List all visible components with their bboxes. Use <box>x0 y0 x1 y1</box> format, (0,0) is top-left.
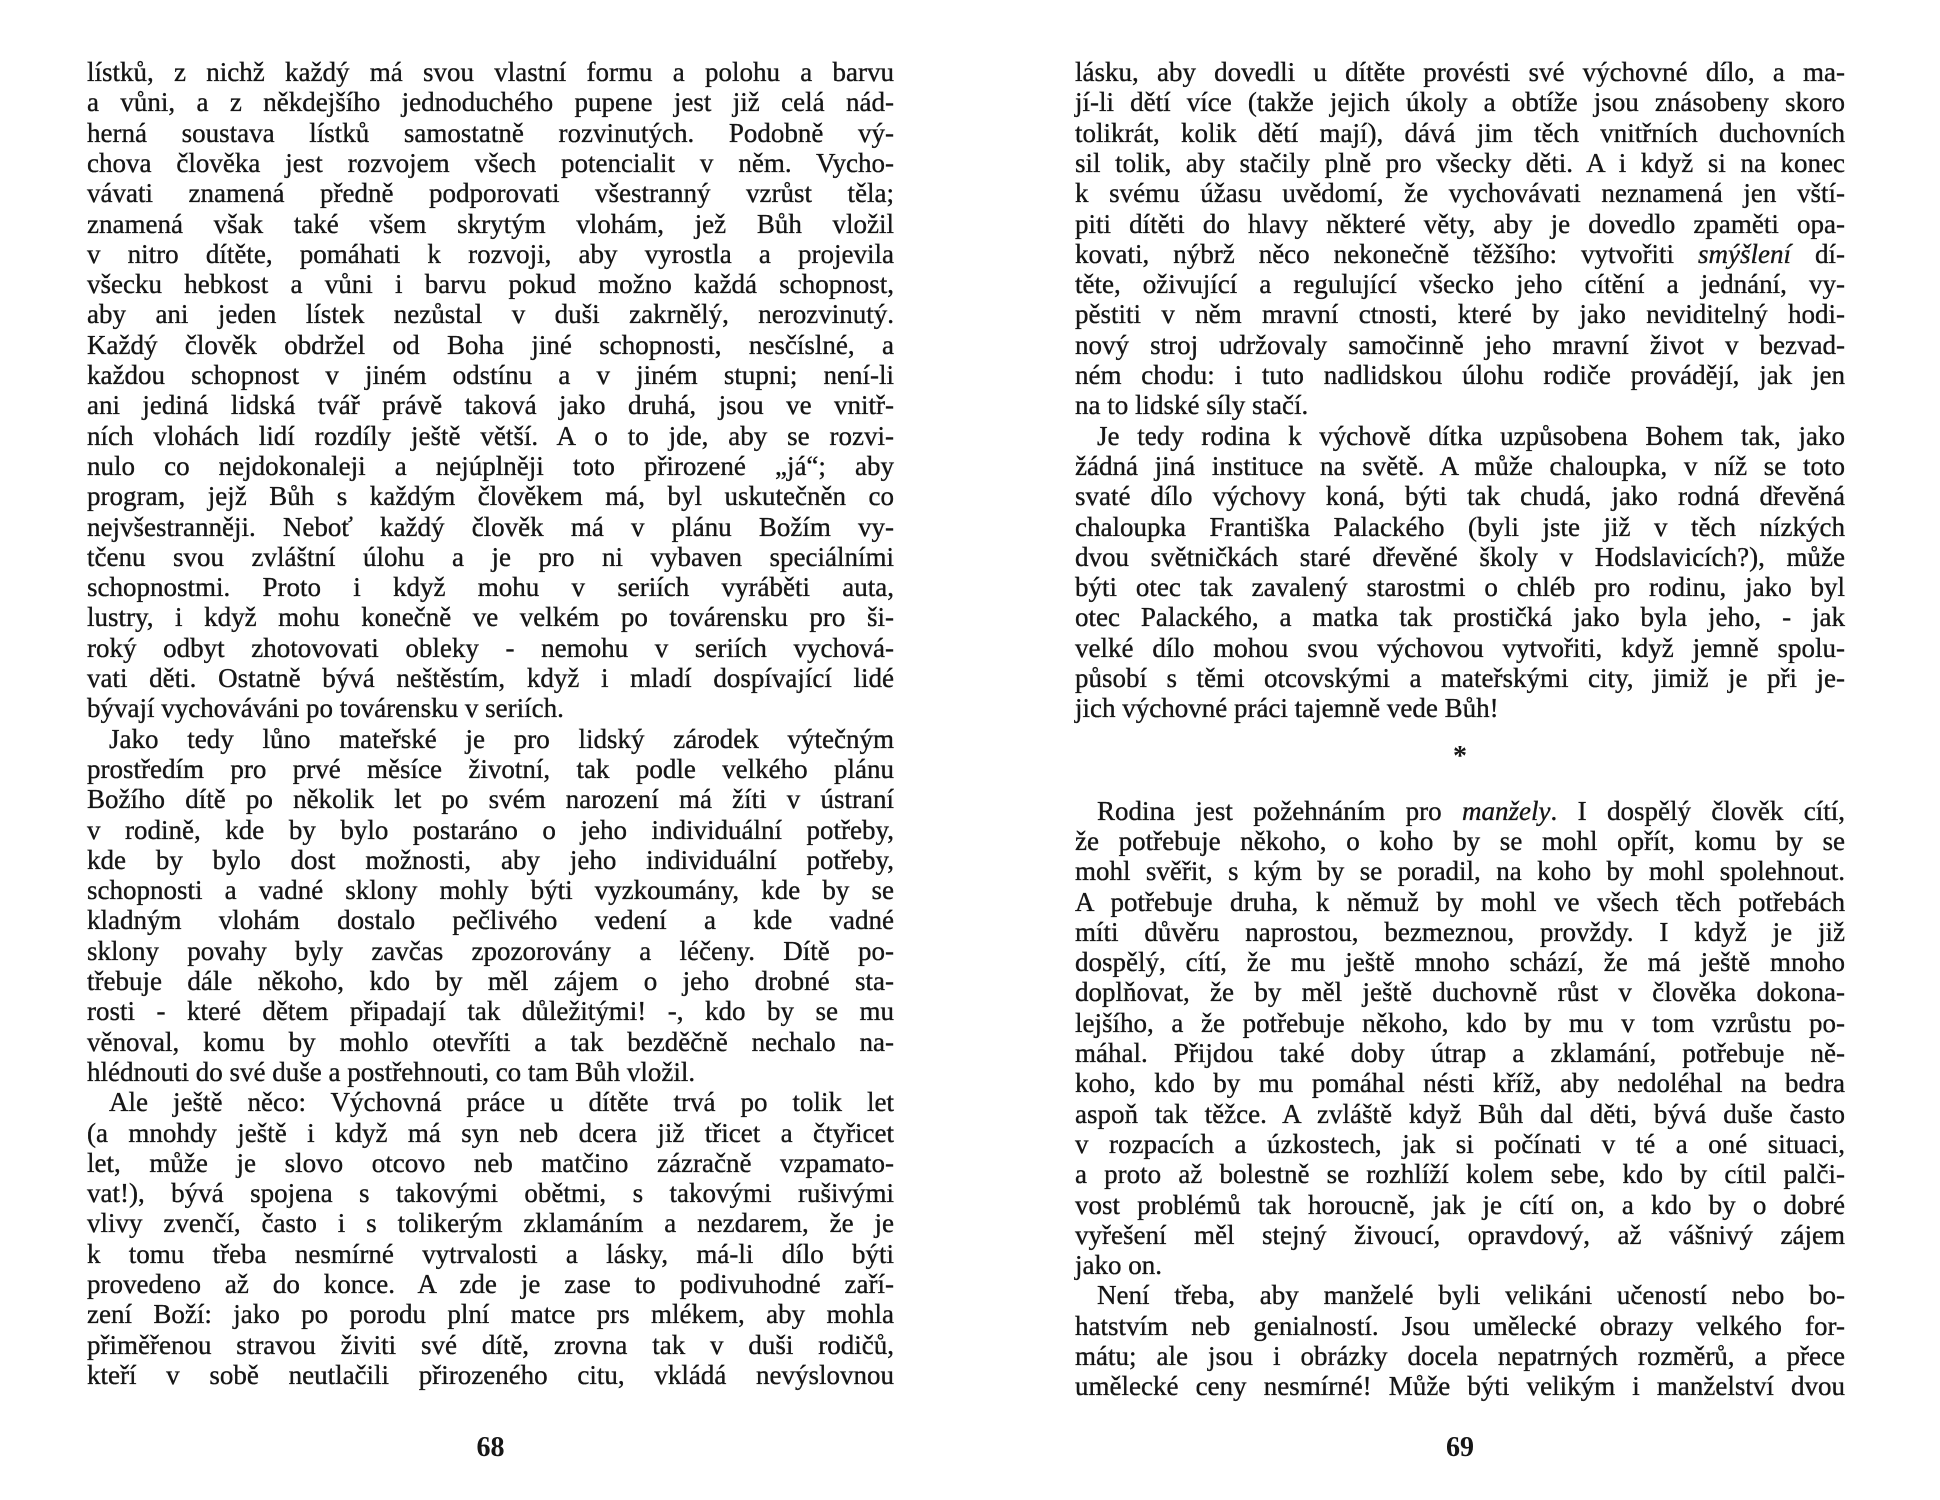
line-text: žádná jiná instituce na světě. A může chaloupka, v níž se toto <box>1075 450 1845 481</box>
text-line <box>87 178 894 208</box>
text-line <box>1075 1008 1845 1038</box>
line-text: kteří v sobě neutlačili přirozeného citu, vkládá nevýslovnou <box>87 1359 894 1390</box>
text-line <box>1075 178 1845 208</box>
line-text: tčenu svou zvláštní úlohu a je pro ni vybaven speciálními <box>87 541 894 572</box>
line-text: herná soustava lístků samostatně rozvinutých. Podobně vý- <box>87 117 894 148</box>
line-text: vyřešení měl stejný živoucí, opravdový, až vášnivý zájem <box>1075 1219 1845 1250</box>
text-line <box>1075 1341 1845 1371</box>
line-text: umělecké ceny nesmírné! Může býti velikým i manželství dvou <box>1075 1371 1845 1402</box>
line-text: vati děti. Ostatně bývá neštěstím, když i mladí dospívající lidé <box>87 663 894 693</box>
left-page <box>87 0 894 1500</box>
text-line <box>1075 856 1845 886</box>
emphasized-word: manžely <box>1462 795 1551 826</box>
line-text: působí s těmi otcovskými a mateřskými city, jimiž je při je- <box>1075 663 1845 693</box>
text-line <box>1075 1311 1845 1341</box>
line-text: lustry, i když mohu konečně ve velkém po továrensku pro ši- <box>87 602 894 633</box>
text-line <box>87 87 894 117</box>
text-line <box>87 209 894 239</box>
line-text: rosti - které dětem připadají tak důležitými! -, kdo by se mu <box>87 996 894 1027</box>
text-line <box>1075 87 1845 117</box>
text-line <box>87 936 894 966</box>
line-text: lásku, aby dovedli u dítěte provésti své výchovné dílo, a ma- <box>1075 57 1845 87</box>
line-text: ních vlohách lidí rozdíly ještě větší. A o to jde, aby se rozvi- <box>87 420 894 451</box>
right-page <box>1075 0 1845 1500</box>
text-line <box>1075 693 1845 723</box>
text-line <box>87 815 894 845</box>
line-text: sil tolik, aby stačily plně pro všecky děti. A i když si na konec <box>1075 147 1845 178</box>
line-text: chaloupka Františka Palackého (byli jste již v těch nízkých <box>1075 511 1845 542</box>
text-line <box>87 390 894 420</box>
text-line <box>1075 209 1845 239</box>
line-text: ani jediná lidská tvář právě taková jako druhá, jsou ve vnitř- <box>87 390 894 421</box>
text-line <box>87 633 894 663</box>
text-line <box>1075 796 1845 826</box>
text-line <box>1075 239 1845 269</box>
line-text: roký odbyt zhotovovati obleky - nemohu v seriích vychová- <box>87 632 894 663</box>
text-line <box>1075 330 1845 360</box>
text-line <box>87 512 894 542</box>
text-line <box>1075 57 1845 87</box>
line-text: věnoval, komu by mohlo otevříti a tak bezděčně nechalo na- <box>87 1026 894 1057</box>
text-line <box>87 572 894 602</box>
line-text: vat!), bývá spojena s takovými obětmi, s takovými rušivými <box>87 1178 894 1209</box>
line-text: znamená však také všem skrytým vlohám, jež Bůh vložil <box>87 208 894 239</box>
line-text: sklony povahy byly zavčas zpozorovány a léčeny. Dítě po- <box>87 935 894 966</box>
text-line <box>1075 977 1845 1007</box>
line-text: vlivy zvenčí, často i s tolikerým zklamáním a nezdarem, že je <box>87 1208 894 1239</box>
page-number: 69 <box>1446 1432 1474 1463</box>
text-line <box>87 1148 894 1178</box>
text-line <box>87 57 894 87</box>
text-line <box>87 421 894 451</box>
line-text: piti dítěti do hlavy některé věty, aby je dovedlo zpaměti opa- <box>1075 208 1845 239</box>
text-line <box>1075 917 1845 947</box>
text-line <box>87 1269 894 1299</box>
text-line <box>87 1208 894 1238</box>
text-line <box>87 724 894 754</box>
line-text: vost problémů tak horoucně, jak je cítí on, a kdo by o dobré <box>1075 1189 1845 1220</box>
text-line <box>87 996 894 1026</box>
text-line <box>1075 1220 1845 1250</box>
line-text: ném chodu: i tuto nadlidskou úlohu rodiče provádějí, jak jen <box>1075 360 1845 390</box>
text-line <box>87 1178 894 1208</box>
line-text: jako on. <box>1075 1250 1162 1281</box>
line-text: býti otec tak zavalený starostmi o chléb pro rodinu, jako byl <box>1075 572 1845 603</box>
text-line <box>1075 481 1845 511</box>
text-line <box>87 905 894 935</box>
text-line <box>1075 1099 1845 1129</box>
line-text: otec Palackého, a matka tak prostičká jako byla jeho, - jak <box>1075 602 1845 633</box>
text-line <box>1075 1250 1845 1280</box>
line-text: (a mnohdy ještě i když má syn neb dcera již třicet a čtyřicet <box>87 1117 894 1148</box>
text-line <box>87 118 894 148</box>
line-text: těte, oživující a regulující všecko jeho cítění a jednání, vy- <box>1075 269 1845 300</box>
text-line <box>87 299 894 329</box>
text-line <box>1075 148 1845 178</box>
line-text: schopnosti a vadné sklony mohly býti vyzkoumány, kde by se <box>87 875 894 906</box>
line-text: kladným vlohám dostalo pečlivého vedení a kde vadné <box>87 905 894 936</box>
text-line <box>1075 118 1845 148</box>
text-line <box>87 663 894 693</box>
line-text: velké dílo mohou svou výchovou vytvořiti, když jemně spolu- <box>1075 632 1845 663</box>
line-text: tolikrát, kolik dětí mají), dává jim těch vnitřních duchovních <box>1075 117 1845 148</box>
line-text: koho, kdo by mu pomáhal nésti kříž, aby nedoléhal na bedra <box>1075 1068 1845 1099</box>
line-text: mohl svěřit, s kým by se poradil, na koho by mohl spolehnout. <box>1075 856 1845 887</box>
line-text: Je tedy rodina k výchově dítka uzpůsobena Bohem tak, jako <box>1097 420 1845 451</box>
line-text: na to lidské síly stačí. <box>1075 390 1309 421</box>
line-text: k tomu třeba nesmírné vytrvalosti a lásky, má-li dílo býti <box>87 1238 894 1269</box>
line-text: doplňovat, že by měl ještě duchovně růst v člověka dokona- <box>1075 977 1845 1008</box>
line-text: Není třeba, aby manželé byli velikáni učeností nebo bo- <box>1097 1280 1845 1311</box>
text-line <box>87 1087 894 1117</box>
text-line <box>1075 572 1845 602</box>
text-line <box>1075 451 1845 481</box>
text-line <box>87 966 894 996</box>
text-line <box>87 875 894 905</box>
text-line <box>87 1330 894 1360</box>
text-line <box>87 542 894 572</box>
text-line <box>1075 1190 1845 1220</box>
line-text: máhal. Přijdou také doby útrap a zklamání, potřebuje ně- <box>1075 1038 1845 1068</box>
line-text: přiměřenou stravou živiti své dítě, zrovna tak v duši rodičů, <box>87 1329 894 1360</box>
line-text: . I dospělý člověk cítí, <box>1550 795 1845 826</box>
line-text: Rodina jest požehnáním pro <box>1097 795 1462 826</box>
section-separator: * <box>1453 741 1467 772</box>
line-text: prostředím pro prvé měsíce životní, tak podle velkého plánu <box>87 753 894 784</box>
page-number: 68 <box>476 1432 505 1463</box>
line-text: mátu; ale jsou i obrázky docela nepatrných rozměrů, a přece <box>1075 1341 1845 1371</box>
text-line <box>1075 542 1845 572</box>
text-line <box>1075 421 1845 451</box>
text-line <box>87 1118 894 1148</box>
text-line <box>87 1027 894 1057</box>
text-line <box>1075 1280 1845 1310</box>
text-line <box>1075 1371 1845 1401</box>
line-text: že potřebuje někoho, o koho by se mohl opřít, komu by se <box>1075 825 1845 856</box>
text-line <box>87 269 894 299</box>
line-text: kde by bylo dost možnosti, aby jeho individuální potřeby, <box>87 844 894 875</box>
line-text: lejšího, a že potřebuje někoho, kdo by mu v tom vzrůstu po- <box>1075 1007 1845 1038</box>
line-text: provedeno až do konce. A zde je zase to podivuhodné zaří- <box>87 1269 894 1299</box>
text-line <box>87 1239 894 1269</box>
text-line <box>1075 947 1845 977</box>
line-text: vávati znamená předně podporovati všestranný vzrůst těla; <box>87 178 894 209</box>
text-line <box>87 1360 894 1390</box>
text-line <box>1075 1038 1845 1068</box>
line-text: třebuje dále někoho, kdo by měl zájem o jeho drobné sta- <box>87 966 894 996</box>
text-line <box>1075 1129 1845 1159</box>
text-line <box>87 360 894 390</box>
text-line <box>1075 826 1845 856</box>
text-line <box>87 1057 894 1087</box>
line-text: A potřebuje druha, k němuž by mohl ve všech těch potřebách <box>1075 886 1845 917</box>
text-line <box>1075 633 1845 663</box>
text-line <box>1075 663 1845 693</box>
text-line <box>1075 299 1845 329</box>
line-text: aspoň tak těžce. A zvláště když Bůh dal děti, bývá duše často <box>1075 1098 1845 1129</box>
line-text: Každý člověk obdržel od Boha jiné schopnosti, nesčíslné, a <box>87 329 894 360</box>
emphasized-word: smýšlení <box>1698 238 1792 269</box>
line-text: míti důvěru naprostou, bezmeznou, provždy. I když je již <box>1075 916 1845 947</box>
line-text: chova člověka jest rozvojem všech potencialit v něm. Vycho- <box>87 147 894 178</box>
line-text: program, jejž Bůh s každým člověkem má, byl uskutečněn co <box>87 481 894 512</box>
line-text: hlédnouti do své duše a postřehnouti, co tam Bůh vložil. <box>87 1056 696 1087</box>
text-line <box>87 602 894 632</box>
line-text: Jako tedy lůno mateřské je pro lidský zárodek výtečným <box>109 723 894 754</box>
text-line <box>1075 1159 1845 1189</box>
line-text: nulo co nejdokonaleji a nejúplněji toto přirozené „já“; aby <box>87 450 894 481</box>
text-line <box>87 481 894 511</box>
text-line <box>87 845 894 875</box>
line-text: kovati, nýbrž něco nekonečně těžšího: vytvořiti <box>1075 238 1699 269</box>
line-text: všecku hebkost a vůni i barvu pokud možno každá schopnost, <box>87 269 894 300</box>
line-text: nejvšestranněji. Neboť každý člověk má v plánu Božím vy- <box>87 511 894 542</box>
line-text: jí-li dětí více (takže jejich úkoly a obtíže jsou znásobeny skoro <box>1075 87 1845 118</box>
line-text: schopnostmi. Proto i když mohu v seriích vyráběti auta, <box>87 572 894 603</box>
text-line <box>87 1299 894 1329</box>
text-line <box>87 784 894 814</box>
line-text: dí- <box>1791 238 1845 269</box>
text-line <box>1075 1068 1845 1098</box>
line-text: hatstvím neb genialností. Jsou umělecké obrazy velkého for- <box>1075 1310 1845 1341</box>
line-text: lístků, z nichž každý má svou vlastní formu a polohu a barvu <box>87 57 894 87</box>
line-text: nový stroj udržovaly samočinně jeho mravní život v bezvad- <box>1075 329 1845 360</box>
text-line <box>1075 360 1845 390</box>
text-line <box>87 693 894 723</box>
text-line <box>87 330 894 360</box>
line-text: dvou světničkách staré dřevěné školy v Hodslavicích?), může <box>1075 541 1845 572</box>
line-text: svaté dílo výchovy koná, býti tak chudá, jako rodná dřevěná <box>1075 481 1845 512</box>
text-line <box>87 754 894 784</box>
line-text: a proto až bolestně se rozhlíží kolem sebe, kdo by cítil palči- <box>1075 1159 1845 1190</box>
text-line <box>87 148 894 178</box>
text-line <box>87 451 894 481</box>
line-text: každou schopnost v jiném odstínu a v jiném stupni; není-li <box>87 360 894 390</box>
text-line <box>1075 390 1845 420</box>
line-text: bývají vychováváni po továrensku v seriích. <box>87 693 564 724</box>
line-text: pěstiti v něm mravní ctnosti, které by jako neviditelný hodi- <box>1075 299 1845 330</box>
text-line <box>1075 887 1845 917</box>
line-text: v rodině, kde by bylo postaráno o jeho individuální potřeby, <box>87 814 894 845</box>
line-text: jich výchovné práci tajemně vede Bůh! <box>1075 693 1499 724</box>
line-text: let, může je slovo otcovo neb matčino zázračně vzpamato- <box>87 1147 894 1178</box>
line-text: Božího dítě po několik let po svém narození má žíti v ústraní <box>87 784 894 815</box>
line-text: Ale ještě něco: Výchovná práce u dítěte trvá po tolik let <box>109 1087 894 1118</box>
text-line <box>1075 512 1845 542</box>
text-line <box>87 239 894 269</box>
text-line <box>1075 602 1845 632</box>
line-text: dospělý, cítí, že mu ještě mnoho schází, že má ještě mnoho <box>1075 947 1845 978</box>
line-text: zení Boží: jako po porodu plní matce prs mlékem, aby mohla <box>87 1299 894 1330</box>
line-text: v nitro dítěte, pomáhati k rozvoji, aby vyrostla a projevila <box>87 238 894 269</box>
line-text: k svému úžasu uvědomí, že vychovávati neznamená jen vští- <box>1075 178 1845 209</box>
text-line <box>1075 269 1845 299</box>
line-text: v rozpacích a úzkostech, jak si počínati v té a oné situaci, <box>1075 1128 1845 1159</box>
line-text: a vůni, a z někdejšího jednoduchého pupene jest již celá nád- <box>87 87 894 118</box>
line-text: aby ani jeden lístek nezůstal v duši zakrnělý, nerozvinutý. <box>87 299 894 330</box>
